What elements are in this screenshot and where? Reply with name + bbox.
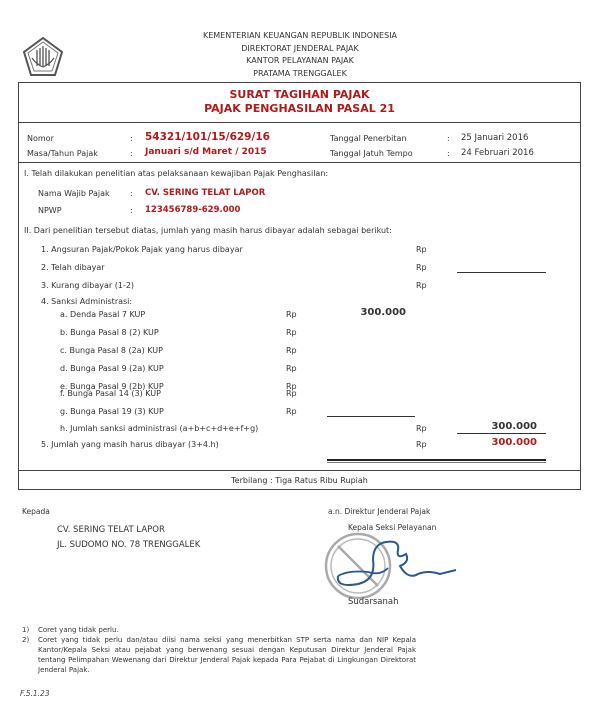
- jatuh-tempo-value: 24 Februari 2016: [461, 148, 534, 158]
- jumlah-sanksi-label: h. Jumlah sanksi administrasi (a+b+c+d+e+f+g): [60, 424, 259, 433]
- colon: :: [130, 189, 133, 198]
- letterhead: [150, 30, 450, 80]
- sanksi-d-label: d. Bunga Pasal 9 (2a) KUP: [60, 364, 164, 373]
- signatory-an: a.n. Direktur Jenderal Pajak: [328, 507, 431, 516]
- colon: :: [130, 134, 133, 143]
- currency-label: Rp: [286, 310, 297, 319]
- currency-label: Rp: [286, 364, 297, 373]
- divider: [18, 470, 581, 471]
- sanksi-e-label: e. Bunga Pasal 9 (2b) KUP: [60, 382, 164, 391]
- letterhead-line: KANTOR PELAYANAN PAJAK: [246, 56, 354, 65]
- currency-label: Rp: [286, 407, 297, 416]
- nomor-value: 54321/101/15/629/16: [145, 131, 270, 143]
- total-value: 300.000: [491, 437, 537, 448]
- total-line: [457, 433, 546, 434]
- currency-label: Rp: [286, 346, 297, 355]
- masa-label: Masa/Tahun Pajak: [27, 149, 98, 158]
- footnote-number: 2): [22, 636, 30, 644]
- sanksi-a-label: a. Denda Pasal 7 KUP: [60, 310, 146, 319]
- colon: :: [447, 149, 450, 158]
- divider: [18, 162, 581, 163]
- kemenkeu-emblem-icon: [22, 36, 64, 78]
- colon: :: [130, 206, 133, 215]
- nama-wp-value: CV. SERING TELAT LAPOR: [145, 188, 266, 198]
- section1-heading: I. Telah dilakukan penelitian atas pelaksanaan kewajiban Pajak Penghasilan:: [24, 169, 329, 178]
- stamp-seal-icon: [318, 532, 468, 600]
- sanksi-c-label: c. Bunga Pasal 8 (2a) KUP: [60, 346, 163, 355]
- currency-label: Rp: [416, 263, 427, 272]
- document-subtitle: PAJAK PENGHASILAN PASAL 21: [204, 102, 395, 115]
- colon: :: [447, 134, 450, 143]
- subtotal-line: [457, 272, 546, 273]
- masa-value: Januari s/d Maret / 2015: [145, 147, 267, 157]
- recipient-name: CV. SERING TELAT LAPOR: [57, 525, 165, 535]
- nomor-label: Nomor: [27, 134, 54, 143]
- section2-heading: II. Dari penelitian tersebut diatas, jumlah yang masih harus dibayar adalah sebagai berikut:: [24, 226, 392, 235]
- divider: [18, 122, 581, 123]
- letterhead-line: DIREKTORAT JENDERAL PAJAK: [241, 43, 359, 53]
- sanksi-a-value: 300.000: [360, 307, 406, 318]
- item-1-label: 1. Angsuran Pajak/Pokok Pajak yang harus dibayar: [41, 245, 243, 254]
- kepada-label: Kepada: [22, 507, 50, 516]
- total-label: 5. Jumlah yang masih harus dibayar (3+4.h): [41, 440, 219, 449]
- sanksi-g-label: g. Bunga Pasal 19 (3) KUP: [60, 407, 164, 416]
- footnote-text: Coret yang tidak perlu dan/atau diisi nama seksi yang menerbitkan STP serta nama dan NIP Kepala Kantor/Kepala Seksi atau pejabat yang berwenang sesuai dengan Keputusan Direktur Jenderal Pajak tentang Pelimpahan Wewenang dari Direktur Jenderal Pajak kepada Para Pejabat di Lingkungan Direktorat Jenderal Pajak.: [38, 636, 416, 674]
- item-3-label: 3. Kurang dibayar (1-2): [41, 281, 135, 290]
- currency-label: Rp: [416, 245, 427, 254]
- currency-label: Rp: [286, 389, 297, 398]
- footnote-text: Coret yang tidak perlu.: [38, 626, 119, 634]
- currency-label: Rp: [416, 281, 427, 290]
- currency-label: Rp: [286, 328, 297, 337]
- penerbitan-value: 25 Januari 2016: [461, 133, 529, 143]
- letterhead-line: PRATAMA TRENGGALEK: [253, 68, 347, 78]
- signatory-name: Sudarsanah: [348, 597, 399, 607]
- sanksi-b-label: b. Bunga Pasal 8 (2) KUP: [60, 328, 159, 337]
- signatory-position: Kepala Seksi Pelayanan: [348, 523, 437, 532]
- terbilang: Terbilang : Tiga Ratus Ribu Rupiah: [231, 476, 368, 485]
- penerbitan-label: Tanggal Penerbitan: [330, 134, 407, 143]
- item-2-label: 2. Telah dibayar: [41, 263, 105, 272]
- npwp-label: NPWP: [38, 206, 62, 215]
- currency-label: Rp: [416, 424, 427, 433]
- form-code: F.5.1.23: [20, 689, 50, 698]
- jumlah-sanksi-value: 300.000: [491, 421, 537, 432]
- letterhead-line: KEMENTERIAN KEUANGAN REPUBLIK INDONESIA: [202, 31, 398, 40]
- sanksi-sum-line: [327, 416, 415, 417]
- sanksi-f-label: f. Bunga Pasal 14 (3) KUP: [60, 389, 161, 398]
- document-title: SURAT TAGIHAN PAJAK: [229, 88, 370, 101]
- currency-label: Rp: [286, 382, 297, 391]
- recipient-address: JL. SUDOMO NO. 78 TRENGGALEK: [57, 540, 201, 550]
- double-underline: [327, 459, 546, 461]
- colon: :: [130, 149, 133, 158]
- jatuh-tempo-label: Tanggal Jatuh Tempo: [330, 149, 413, 158]
- nama-wp-label: Nama Wajib Pajak: [38, 189, 110, 198]
- currency-label: Rp: [416, 440, 427, 449]
- double-underline: [327, 462, 546, 463]
- footnote-number: 1): [22, 626, 30, 634]
- npwp-value: 123456789-629.000: [145, 205, 241, 215]
- item-4-label: 4. Sanksi Administrasi:: [41, 297, 133, 306]
